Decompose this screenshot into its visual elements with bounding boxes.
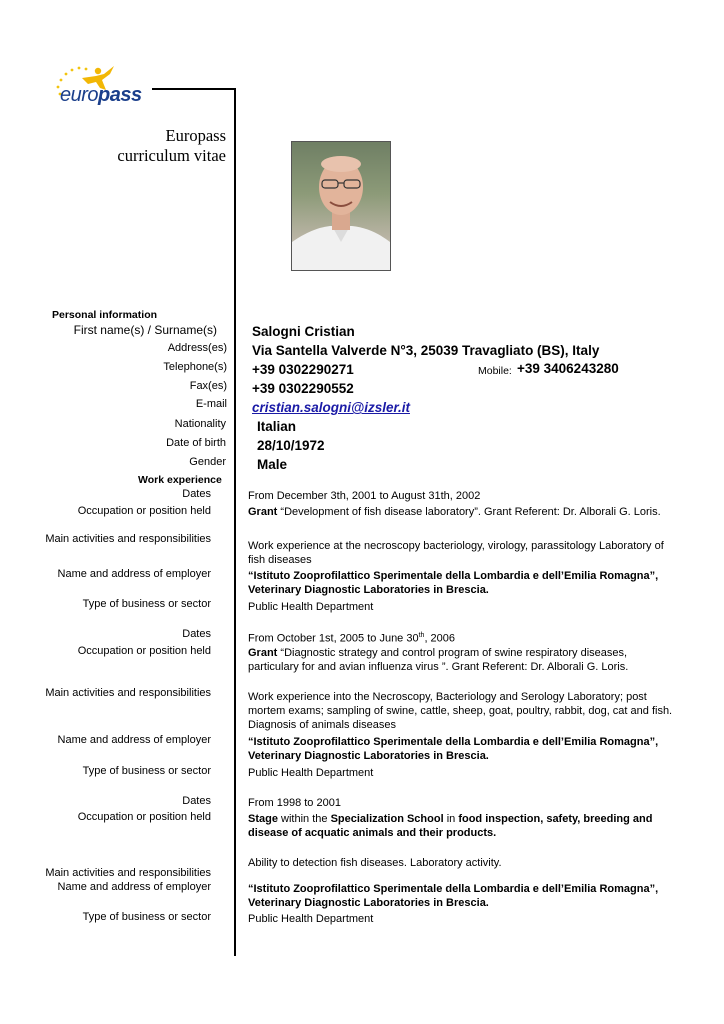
header-rule [152,88,234,90]
business-label: Type of business or sector [82,598,211,610]
entry2-dates: From October 1st, 2005 to June 30th, 2006 [248,632,456,645]
employer-label: Name and address of employer [57,734,211,746]
entry1-business: Public Health Department [248,601,374,613]
work-experience-heading: Work experience [138,474,222,486]
cv-title [117,126,226,166]
entry3-employer: “Istituto Zooprofilattico Sperimentale della Lombardia e dell’Emilia Romagna”, Veterinary Diagnostic Laboratories in Brescia. [248,883,659,909]
name-label: First name(s) / Surname(s) [73,323,217,337]
activities-label: Main activities and responsibilities [45,533,211,545]
name-value: Salogni Cristian [252,324,355,339]
employer-label: Name and address of employer [57,568,211,580]
entry2-employer: “Istituto Zooprofilattico Sperimentale della Lombardia e dell’Emilia Romagna”, Veterinary Diagnostic Laboratories in Brescia. [248,736,659,762]
column-divider [234,88,236,956]
cv-title-line1: Europass [165,126,226,145]
entry1-activities: Work experience at the necroscopy bacteriology, virology, parassitology Laboratory of fish diseases [248,540,664,566]
entry3-activities: Ability to detection fish diseases. Laboratory activity. [248,857,502,869]
entry2-business: Public Health Department [248,767,374,779]
europass-logo [52,62,152,118]
business-label: Type of business or sector [82,911,211,923]
nationality-label: Nationality [174,418,226,430]
address-value: Via Santella Valverde N°3, 25039 Travagliato (BS), Italy [252,343,600,358]
employer-label: Name and address of employer [57,881,211,893]
gender-value: Male [257,457,288,472]
entry3-business: Public Health Department [248,913,374,925]
address-label: Address(es) [167,342,227,354]
entry1-employer: “Istituto Zooprofilattico Sperimentale della Lombardia e dell’Emilia Romagna”, Veterinary Diagnostic Laboratories in Brescia. [248,570,659,596]
fax-label: Fax(es) [189,380,227,392]
dates-label: Dates [182,795,211,807]
nationality-value: Italian [257,419,297,434]
email-link[interactable]: cristian.salogni@izsler.it [252,400,410,415]
entry2-occupation: Grant “Diagnostic strategy and control program of swine respiratory diseases, particulary for and avian influenza virus ”. Grant Referent: Dr. Alborali G. Loris. [248,647,629,673]
telephone-label: Telephone(s) [163,361,227,373]
telephone-value: +39 0302290271 [252,362,354,377]
mobile-label: Mobile: [478,365,512,377]
cv-title-line2: curriculum vitae [117,146,226,165]
occupation-label: Occupation or position held [77,505,211,517]
email-label: E-mail [195,398,227,410]
dob-value: 28/10/1972 [257,438,325,453]
dates-label: Dates [182,488,211,500]
occupation-label: Occupation or position held [77,645,211,657]
mobile-value: +39 3406243280 [517,361,619,376]
profile-photo [291,141,391,271]
entry1-dates: From December 3th, 2001 to August 31th, 2002 [248,490,481,502]
entry2-activities: Work experience into the Necroscopy, Bacteriology and Serology Laboratory; post mortem exams; sampling of swine, cattle, sheep, goat, poultry, rabbit, dog, cat and fish. Diagnosis of animals diseases [248,691,673,731]
entry3-dates: From 1998 to 2001 [248,797,341,809]
dob-label: Date of birth [166,437,226,449]
personal-info-heading: Personal information [52,309,158,321]
activities-label: Main activities and responsibilities [45,687,211,699]
activities-label: Main activities and responsibilities [45,867,211,879]
gender-label: Gender [189,456,226,468]
dates-label: Dates [182,628,211,640]
entry3-occupation: Stage within the Specialization School in food inspection, safety, breeding and disease of acquatic animals and their products. [248,813,653,839]
europass-wordmark: europass [60,84,142,106]
entry1-occupation: Grant “Development of fish disease laboratory”. Grant Referent: Dr. Alborali G. Loris. [248,506,661,518]
fax-value: +39 0302290552 [252,381,354,396]
occupation-label: Occupation or position held [77,811,211,823]
business-label: Type of business or sector [82,765,211,777]
